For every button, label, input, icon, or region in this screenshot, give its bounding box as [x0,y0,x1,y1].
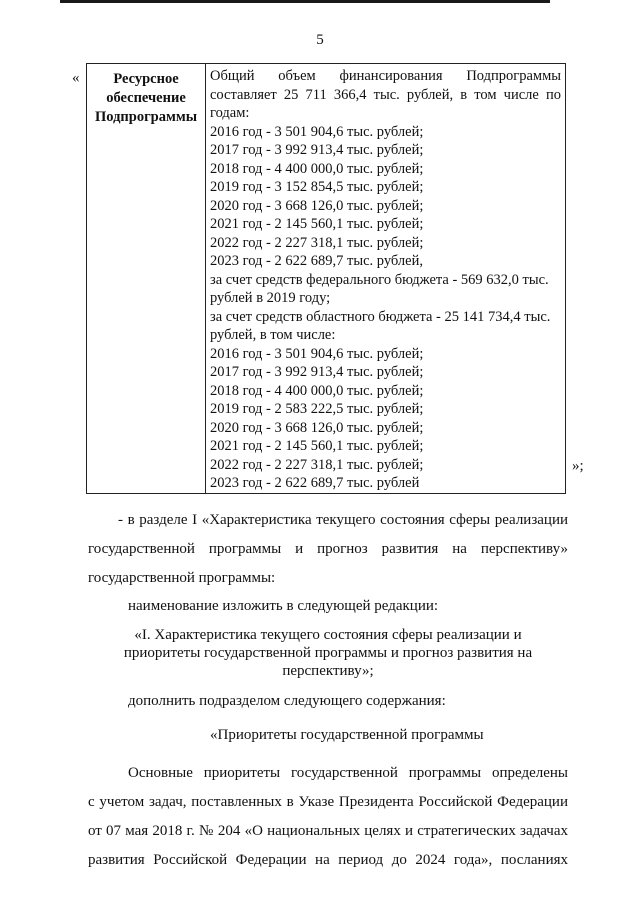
subsection-title: «Приоритеты государственной программы [210,727,484,743]
table-open-quote: « [72,70,80,86]
regional-year-line: 2023 год - 2 622 689,7 тыс. рублей [210,475,420,491]
supplement-instruction: дополнить подразделом следующего содержания: [128,693,446,709]
resource-table [86,63,566,494]
intro-line: составляет 25 711 366,4 тыс. рублей, в том числе по [210,86,561,103]
label-line: Ресурсное [113,71,179,87]
total-year-line: 2017 год - 3 992 913,4 тыс. рублей; [210,142,424,158]
paragraph-line: Основные приоритеты государственной программы определены [128,765,568,781]
regional-budget-line: за счет средств областного бюджета - 25 141 734,4 тыс. [210,308,551,325]
new-title-line: «I. Характеристика текущего состояния сферы реализации и [134,627,522,643]
regional-year-line: 2020 год - 3 668 126,0 тыс. рублей; [210,419,424,436]
regional-year-line: 2022 год - 2 227 318,1 тыс. рублей; [210,456,424,473]
total-year-line: 2018 год - 4 400 000,0 тыс. рублей; [210,160,424,177]
table-close-quote: »; [572,458,584,474]
regional-year-line: 2021 год - 2 145 560,1 тыс. рублей; [210,438,424,454]
resource-content-cell [206,64,566,494]
new-section-title [88,626,568,680]
paragraph-line: от 07 мая 2018 г. № 204 «О национальных целях и стратегических задачах [88,823,568,839]
total-year-line: 2019 год - 3 152 854,5 тыс. рублей; [210,179,424,195]
resource-label-cell [87,64,206,494]
total-year-line: 2021 год - 2 145 560,1 тыс. рублей; [210,216,424,232]
paragraph-line: развития Российской Федерации на период до 2024 года», посланиях [88,852,568,868]
scan-edge-line [60,0,550,3]
total-year-line: 2023 год - 2 622 689,7 тыс. рублей, [210,253,423,269]
total-year-line: 2020 год - 3 668 126,0 тыс. рублей; [210,197,424,214]
section-reference-line: государственной программы: [88,570,276,586]
new-title-line: приоритеты государственной программы и прогноз развития на [123,645,533,661]
total-year-line: 2022 год - 2 227 318,1 тыс. рублей; [210,234,424,251]
regional-year-line: 2018 год - 4 400 000,0 тыс. рублей; [210,382,424,399]
regional-year-line: 2019 год - 2 583 222,5 тыс. рублей; [210,401,424,417]
label-line: обеспечение [106,90,186,106]
regional-year-line: 2016 год - 3 501 904,6 тыс. рублей; [210,345,424,362]
new-title-line: перспективу»; [282,663,374,679]
federal-budget-line: рублей в 2019 году; [210,290,331,306]
intro-line: Общий объем финансирования Подпрограммы [210,68,561,84]
naming-instruction: наименование изложить в следующей редакции: [128,598,439,614]
intro-line: годам: [210,105,250,121]
total-year-line: 2016 год - 3 501 904,6 тыс. рублей; [210,123,424,140]
regional-budget-line: рублей, в том числе: [210,327,336,343]
section-reference-line: - в разделе I «Характеристика текущего состояния сферы реализации [118,512,568,528]
label-line: Подпрограммы [94,109,198,125]
paragraph-line: с учетом задач, поставленных в Указе Президента Российской Федерации [88,794,568,810]
regional-year-line: 2017 год - 3 992 913,4 тыс. рублей; [210,364,424,380]
page-number: 5 [316,32,324,48]
section-reference-line: государственной программы и прогноз развития на перспективу» [88,541,568,557]
federal-budget-line: за счет средств федерального бюджета - 569 632,0 тыс. [210,271,549,288]
